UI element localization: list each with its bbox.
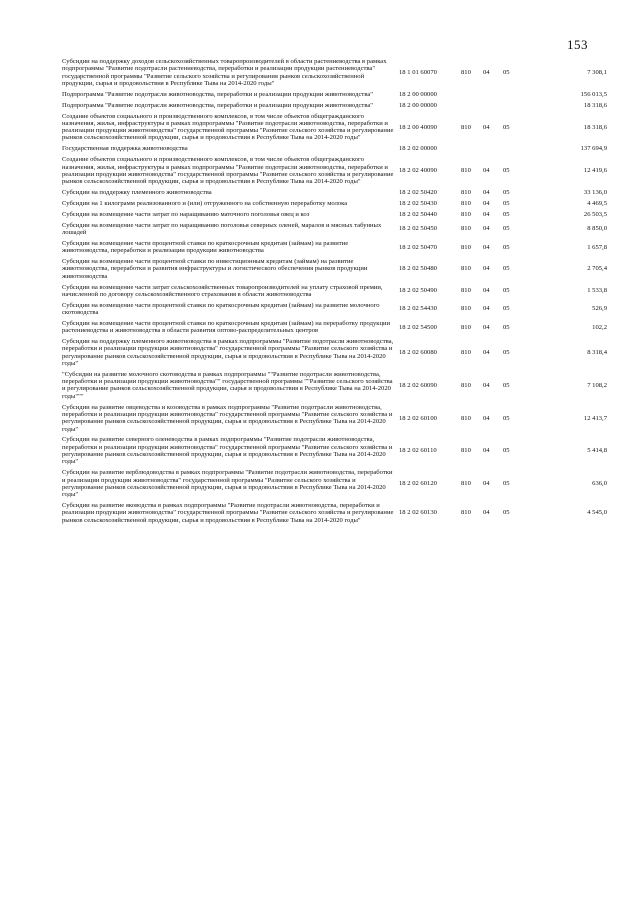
section-code: 04 (483, 287, 490, 295)
amount: 2 705,4 (587, 265, 607, 273)
subsection-code: 05 (503, 381, 510, 389)
target-code: 18 2 02 60120 (399, 480, 437, 488)
amount: 1 657,8 (587, 243, 607, 251)
table-row (62, 58, 607, 91)
table-row (62, 436, 607, 469)
table-row (62, 338, 607, 371)
table-row (62, 320, 607, 338)
amount: 12 419,6 (583, 167, 607, 175)
table-row (62, 222, 607, 240)
expense-type: 810 (461, 123, 471, 131)
section-code: 04 (483, 167, 490, 175)
subsection-code: 05 (503, 243, 510, 251)
row-name: "Субсидии на развитие молочного скотоводства в рамках подпрограммы ""Развитие подотрасли животноводства, переработки и реализации продукции животноводства"" государственной программы ""Развитие сельского хозяйства и регулирование рынков сельскохозяйственной продукции, сырья и продовольствия в Республике Тыва на 2014-2020 годы""" (62, 370, 393, 400)
target-code: 18 2 02 50440 (399, 210, 437, 218)
target-code: 18 2 02 50480 (399, 265, 437, 273)
subsection-code: 05 (503, 167, 510, 175)
subsection-code: 05 (503, 305, 510, 313)
subsection-code: 05 (503, 68, 510, 76)
target-code: 18 2 02 60100 (399, 414, 437, 422)
row-name: Субсидии на возмещение части затрат по наращиванию маточного поголовья овец и коз (62, 210, 310, 218)
table-row (62, 502, 607, 527)
subsection-code (503, 91, 523, 102)
expense-type: 810 (461, 225, 471, 233)
target-code: 18 2 02 40090 (399, 167, 437, 175)
subsection-code: 05 (503, 199, 510, 207)
expense-type (461, 145, 483, 156)
amount: 18 318,6 (583, 101, 607, 109)
section-code: 04 (483, 414, 490, 422)
table-row (62, 284, 607, 302)
expense-type: 810 (461, 447, 471, 455)
expense-type: 810 (461, 243, 471, 251)
amount: 1 533,8 (587, 287, 607, 295)
subsection-code: 05 (503, 480, 510, 488)
row-name: Субсидии на возмещение части процентной ставки по краткосрочным кредитам (займам) на развитие молочного скотоводства (62, 301, 380, 317)
target-code: 18 2 00 00000 (399, 101, 437, 109)
amount: 12 413,7 (583, 414, 607, 422)
row-name: Субсидии на возмещение части процентной ставки по краткосрочным кредитам (займам) на развитие животноводства, переработки и реализации продукции животноводства (62, 239, 349, 255)
subsection-code: 05 (503, 265, 510, 273)
section-code: 04 (483, 349, 490, 357)
subsection-code: 05 (503, 323, 510, 331)
row-name: Субсидии на развитие северного оленеводства в рамках подпрограммы "Развитие подотрасли животноводства, переработки и реализации продукции животноводства" государственной программы "Развитие сельского хозяйства и регулирование рынков сельскохозяйственной продукции, сырья и продовольствия в Республике Тыва на 2014-2020 годы" (62, 436, 393, 466)
target-code: 18 2 02 54430 (399, 305, 437, 313)
target-code: 18 2 02 60090 (399, 381, 437, 389)
expense-type: 810 (461, 68, 471, 76)
target-code: 18 2 02 60110 (399, 447, 437, 455)
amount: 4 545,0 (587, 509, 607, 517)
subsection-code: 05 (503, 210, 510, 218)
subsection-code (503, 145, 523, 156)
table-row (62, 211, 607, 222)
amount: 33 136,0 (583, 189, 607, 197)
table-row (62, 469, 607, 502)
expense-type: 810 (461, 305, 471, 313)
row-name: Субсидии на развитие яководства в рамках подпрограммы "Развитие подотрасли животноводства, переработки и реализации продукции животноводства" государственной программы "Развитие сельского хозяйства и регулирование рынков сельскохозяйственной продукции, сырья и продовольствия в Республике Тыва на 2014-2020 годы" (62, 502, 394, 524)
table-row (62, 371, 607, 404)
target-code: 18 2 02 60080 (399, 349, 437, 357)
target-code: 18 2 02 60130 (399, 509, 437, 517)
subsection-code: 05 (503, 447, 510, 455)
target-code: 18 2 02 50470 (399, 243, 437, 251)
subsection-code: 05 (503, 189, 510, 197)
section-code: 04 (483, 189, 490, 197)
amount: 8 318,4 (587, 349, 607, 357)
subsection-code (503, 102, 523, 113)
row-name: Субсидии на возмещение части процентной ставки по краткосрочным кредитам (займам) на переработку продукции растениеводства и животноводства в области развития оптово-распределительных центров (62, 319, 391, 335)
amount: 156 013,5 (580, 90, 607, 98)
budget-table (62, 58, 607, 528)
expense-type: 810 (461, 381, 471, 389)
section-code: 04 (483, 480, 490, 488)
amount: 636,0 (592, 480, 607, 488)
target-code: 18 2 02 54500 (399, 323, 437, 331)
table-row (62, 156, 607, 189)
table-row (62, 145, 607, 156)
section-code: 04 (483, 381, 490, 389)
section-code: 04 (483, 305, 490, 313)
row-name: Субсидии на развитие овцеводства и козоводства в рамках подпрограммы "Развитие подотрасли животноводства, переработки и реализации продукции животноводства" государственной программы "Развитие сельского хозяйства и регулирование рынков сельскохозяйственной продукции, сырья и продовольствия в Республике Тыва на 2014-2020 годы" (62, 403, 393, 433)
target-code: 18 2 02 50420 (399, 189, 437, 197)
section-code: 04 (483, 447, 490, 455)
table-row (62, 240, 607, 258)
row-name: Подпрограмма "Развитие подотрасли животноводства, переработки и реализации продукции животноводства" (62, 90, 373, 98)
row-name: Субсидии на поддержку доходов сельскохозяйственных товаропроизводителей в области растениеводства в рамках подпрограммы "Развитие подотрасли растениеводства, переработки и реализации продукции растениеводства" государственной программы "Развитие сельского хозяйства и регулирования рынков сельскохозяйственной продукции, сырья и продовольствия в Республике Тыва на 2014-2020 годы" (62, 58, 387, 87)
expense-type: 810 (461, 199, 471, 207)
expense-type (461, 102, 483, 113)
expense-type: 810 (461, 210, 471, 218)
row-name: Субсидии на 1 килограмм реализованного и (или) отгруженного на собственную переработку молока (62, 199, 348, 207)
section-code (483, 145, 503, 156)
section-code: 04 (483, 225, 490, 233)
row-name: Создание объектов социального и производственного комплексов, в том числе объектов общегражданского назначения, жилья, инфраструктуры в рамках подпрограммы "Развитие подотрасли животноводства, переработки и реализации продукции животноводства" государственной программы "Развитие сельского хозяйства и регулирование рынков сельскохозяйственной продукции, сырья и продовольствия в Республике Тыва на 2014-2020 годы" (62, 156, 394, 186)
table-row (62, 200, 607, 211)
section-code: 04 (483, 210, 490, 218)
section-code: 04 (483, 509, 490, 517)
section-code: 04 (483, 199, 490, 207)
target-code: 18 2 00 00000 (399, 90, 437, 98)
amount: 7 108,2 (587, 381, 607, 389)
row-name: Подпрограмма "Развитие подотрасли животноводства, переработки и реализации продукции животноводства" (62, 101, 373, 109)
section-code: 04 (483, 265, 490, 273)
row-name: Государственная поддержка животноводства (62, 145, 188, 153)
table-row (62, 102, 607, 113)
table-row (62, 189, 607, 200)
subsection-code: 05 (503, 225, 510, 233)
row-name: Субсидии на поддержку племенного животноводства (62, 189, 212, 197)
table-row (62, 113, 607, 146)
table-row (62, 258, 607, 283)
section-code: 04 (483, 123, 490, 131)
expense-type: 810 (461, 414, 471, 422)
row-name: Создание объектов социального и производственного комплексов, в том числе объектов общегражданского назначения, жилья, инфраструктуры в рамках подпрограммы "Развитие подотрасли животноводства, переработки и реализации продукции животноводства" государственной программы "Развитие сельского хозяйства и регулирование рынков сельскохозяйственной продукции, сырья и продовольствия в Республике Тыва на 2014-2020 годы" (62, 112, 394, 142)
table-row (62, 404, 607, 437)
table-body (62, 58, 607, 528)
section-code (483, 102, 503, 113)
subsection-code: 05 (503, 414, 510, 422)
subsection-code: 05 (503, 349, 510, 357)
page-number: 153 (567, 37, 588, 52)
expense-type: 810 (461, 480, 471, 488)
subsection-code: 05 (503, 509, 510, 517)
target-code: 18 1 01 60070 (399, 68, 437, 76)
amount: 526,9 (592, 305, 607, 313)
amount: 8 850,0 (587, 225, 607, 233)
amount: 102,2 (592, 323, 607, 331)
amount: 137 694,9 (580, 145, 607, 153)
target-code: 18 2 02 50450 (399, 225, 437, 233)
row-name: Субсидии на возмещение части процентной ставки по инвестиционным кредитам (займам) на развитие животноводства, переработки и развития инфраструктуры и логистического обеспечения рынков продукции животноводства (62, 258, 368, 280)
amount: 7 308,1 (587, 68, 607, 76)
expense-type: 810 (461, 265, 471, 273)
table-row (62, 302, 607, 320)
target-code: 18 2 02 00000 (399, 145, 437, 153)
row-name: Субсидии на развитие верблюдоводства в рамках подпрограммы "Развитие подотрасли животноводства, переработки и реализации продукции животноводства" государственной программы "Развитие сельского хозяйства и регулирование рынков сельскохозяйственной продукции, сырья и продовольствия в Республике Тыва на 2014-2020 годы" (62, 469, 393, 499)
amount: 5 414,8 (587, 447, 607, 455)
expense-type: 810 (461, 509, 471, 517)
row-name: Субсидии на возмещение части затрат сельскохозяйственных товаропроизводителей на уплату страховой премии, начисленной по договору сельскохозяйственного страхования в области животноводства (62, 283, 383, 298)
table-row (62, 91, 607, 102)
expense-type: 810 (461, 323, 471, 331)
expense-type: 810 (461, 287, 471, 295)
amount: 4 469,5 (587, 199, 607, 207)
target-code: 18 2 02 50430 (399, 199, 437, 207)
expense-type: 810 (461, 189, 471, 197)
amount: 26 503,5 (583, 210, 607, 218)
expense-type: 810 (461, 167, 471, 175)
expense-type: 810 (461, 349, 471, 357)
amount: 18 318,6 (583, 123, 607, 131)
target-code: 18 2 02 50490 (399, 287, 437, 295)
row-name: Субсидии на поддержку племенного животноводства в рамках подпрограммы "Развитие подотрасли животноводства, переработки и реализации продукции животноводства" государственной программы "Развитие сельского хозяйства и регулирование рынков сельскохозяйственной продукции, сырья и продовольствия в Республике Тыва на 2014-2020 годы" (62, 338, 394, 367)
section-code: 04 (483, 243, 490, 251)
section-code: 04 (483, 68, 490, 76)
row-name: Субсидии на возмещение части затрат по наращиванию поголовья северных оленей, маралов и мясных табунных лошадей (62, 221, 382, 236)
subsection-code: 05 (503, 123, 510, 131)
section-code (483, 91, 503, 102)
subsection-code: 05 (503, 287, 510, 295)
target-code: 18 2 00 40090 (399, 123, 437, 131)
expense-type (461, 91, 483, 102)
section-code: 04 (483, 323, 490, 331)
